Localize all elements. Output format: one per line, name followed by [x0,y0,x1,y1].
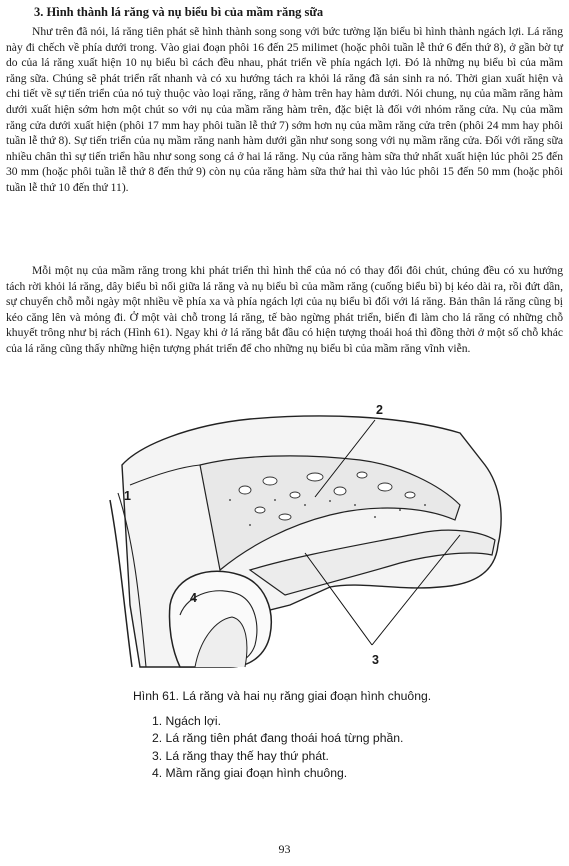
callout-2: 2 [376,403,383,417]
section-heading: 3. Hình thành lá răng và nụ biểu bì của mầm răng sữa [34,5,324,19]
figure-legend [152,713,403,783]
callout-3: 3 [372,653,379,667]
page-number: 93 [278,842,291,856]
callout-1: 1 [124,489,131,503]
paragraph-2: Mỗi một nụ của mầm răng trong khi phát triển thì hình thể của nó có thay đổi đôi chút, chúng đều có xu hướng tách rời khỏi lá răng, dây biểu bì nối giữa lá răng và nụ biểu bì của mầm răng (cuống biểu bì) bị kéo dài ra, rồi đứt dần, sự chuyển chỗ mỗi ngày một nhiều về phía xa và phía ngách lợi của nụ biểu bì đối với lá răng. Bản thân lá răng cũng bị kéo căng lên và mỏng đi. Ở một vài chỗ trong lá răng, tế bào ngừng phát triển, biến đi làm cho lá răng có những chỗ khuyết trông như bị rách (Hình 61). Ngay khi ở lá răng bắt đầu có hiện tượng thoái hoá thì đồng thời ở một số chỗ khác của lá răng cũng thấy những hiện tượng phát triển để cho những nụ biểu bì của mầm răng vĩnh viễn. [6,264,563,355]
dental-lamina-drawing [100,405,520,675]
legend-item-3: 3. Lá răng thay thế hay thứ phát. [152,748,329,763]
legend-item-4: 4. Mầm răng giai đoạn hình chuông. [152,766,348,781]
figure-caption: Hình 61. Lá răng và hai nụ răng giai đoạn hình chuông. [133,689,432,703]
legend-item-1: 1. Ngách lợi. [152,714,221,728]
paragraph-1: Như trên đã nói, lá răng tiên phát sẽ hình thành song song với bức tường lặn biểu bì hình thành ngách lợi. Lá răng này đi chếch về phía dưới trong. Vào giai đoạn phôi 16 đến 25 milimet (hoặc phôi tuần lễ thứ 6 đến thứ 8), ở gần bờ tự do của lá răng xuất hiện 10 nụ biểu bì cách đều nhau, phát triển về phía ngách lợi. Đó là những nụ biểu bì của mầm răng sữa. Chúng sẽ phát triển rất nhanh và có xu hướng tách ra khỏi lá răng đã sản sinh ra nó. Thời gian xuất hiện và chi tiết về sự tiến triển của nó tuỳ thuộc vào loại răng, răng ở hàm trên hay hàm dưới. Nói chung, nụ của mầm răng hàm dưới xuất hiện sớm hơn một chút so với nụ của mầm răng hàm trên, đặc biệt là đối với nhóm răng cửa. Nụ của mầm răng cửa dưới xuất hiện (phôi 17 mm hay phôi tuần lễ thứ 7) sớm hơn nụ của mầm răng cửa trên (phôi 24 mm hay phôi tuần lễ thứ 8). Sự tiến triển của nụ mầm răng nanh hàm dưới gần như song song với nụ mầm răng cửa. Đối với răng sữa nhiều chân thì sự tiến triển hầu như song song cả ở hai lá răng. Nụ của răng hàm sữa thứ nhất xuất hiện lúc phôi 25 đến 30 mm (hoặc phôi tuần lễ thứ 8 đến thứ 9) còn nụ của răng hàm sữa thứ hai thì vào lúc phôi 15 đến 50 mm (hoặc phôi tuần lễ thứ 10 đến thứ 11). [6,25,563,194]
callout-4: 4 [190,591,197,605]
figure-61-illustration [100,405,520,675]
legend-item-2: 2. Lá răng tiên phát đang thoái hoá từng phần. [152,731,404,746]
